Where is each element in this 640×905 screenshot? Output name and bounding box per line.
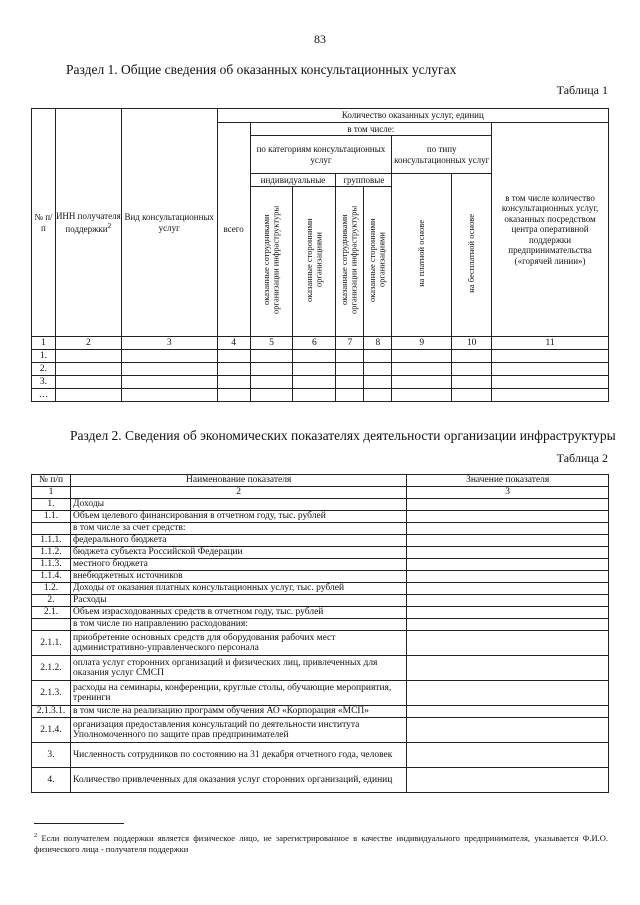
t1-header-grp-infra: оказанные сотрудниками организации инфраструктуры [339, 205, 359, 314]
t2-row-name: внебюджетных источников [70, 571, 406, 583]
table-row [32, 376, 609, 389]
t2-row-num: 2.1.3. [32, 681, 71, 706]
t2-row-num: 1. [32, 499, 71, 511]
t2-row-name: Расходы [70, 595, 406, 607]
t2-row-value [407, 547, 609, 559]
table-row [32, 583, 609, 595]
t2-row-num: 2. [32, 595, 71, 607]
t1-header-kind: Вид консультационных услуг [121, 109, 217, 337]
t2-header-value: Значение показателя [407, 475, 609, 487]
t1-header-individual: индивидуальные [250, 174, 336, 187]
t2-row-value [407, 768, 609, 793]
t1-row-label: 2. [32, 363, 56, 376]
t1-header-by-category: по категориям консультационных услуг [250, 136, 392, 174]
t2-header-num: № п/п [32, 475, 71, 487]
t1-header-inn-text: ИНН получателя поддержки [55, 210, 121, 234]
t2-header-name: Наименование показателя [70, 475, 406, 487]
t2-row-value [407, 718, 609, 743]
table-row [32, 571, 609, 583]
t2-row-name: оплата услуг сторонних организаций и физических лиц, привлеченных для оказания услуг СМСП [70, 656, 406, 681]
t2-row-name: приобретение основных средств для оборудования рабочих мест административно-управленческого персонала [70, 631, 406, 656]
t1-header-including: в том числе: [250, 123, 492, 136]
t1-colnum: 5 [250, 337, 293, 350]
t2-row-num: 2.1. [32, 607, 71, 619]
t1-header-free-cell [452, 174, 492, 337]
t2-row-name: Объем израсходованных средств в отчетном году, тыс. рублей [70, 607, 406, 619]
t1-header-grp-infra-cell [336, 187, 364, 337]
t1-row-label: 1. [32, 350, 56, 363]
t2-row-value [407, 595, 609, 607]
t1-header-paid: на платной основе [415, 219, 426, 287]
footnote [34, 830, 608, 855]
footnote-ref: 2 [107, 221, 112, 230]
t2-row-name: организация предоставления консультаций по деятельности института Уполномоченного по защите прав предпринимателей [70, 718, 406, 743]
table-row [32, 656, 609, 681]
t2-row-name: расходы на семинары, конференции, круглые столы, обучающие мероприятия, тренинги [70, 681, 406, 706]
t2-row-value [407, 656, 609, 681]
table-row [32, 595, 609, 607]
t2-row-value [407, 571, 609, 583]
t1-row-label: … [32, 389, 56, 402]
t2-row-value [407, 499, 609, 511]
t1-header-ind-infra-cell [250, 187, 293, 337]
t1-header-quantity: Количество оказанных услуг, единиц [217, 109, 608, 123]
section1-title: Раздел 1. Общие сведения об оказанных консультационных услугах [66, 62, 457, 77]
table-row [32, 547, 609, 559]
t1-header-ind-infra: оказанные сотрудниками организации инфраструктуры [261, 205, 281, 314]
table-row [32, 559, 609, 571]
t2-row-num: 3. [32, 743, 71, 768]
t2-row-name: в том числе за счет средств: [70, 523, 406, 535]
t2-row-name: Доходы [70, 499, 406, 511]
t2-row-value [407, 631, 609, 656]
t2-row-name: в том числе на реализацию программ обучения АО «Корпорация «МСП» [70, 706, 406, 718]
t1-header-num: № п/п [32, 109, 56, 337]
t2-row-name: бюджета субъекта Российской Федерации [70, 547, 406, 559]
page-number: 83 [314, 32, 326, 46]
table-row [32, 389, 609, 402]
t2-row-value [407, 511, 609, 523]
t1-colnum: 6 [293, 337, 336, 350]
t2-row-value [407, 583, 609, 595]
t1-header-paid-cell [392, 174, 452, 337]
t2-row-value [407, 523, 609, 535]
t2-row-num [32, 523, 71, 535]
t1-header-free: на бесплатной основе [465, 213, 476, 293]
table-row [32, 350, 609, 363]
table-row [32, 681, 609, 706]
t2-row-num: 2.1.2. [32, 656, 71, 681]
t2-row-name: федерального бюджета [70, 535, 406, 547]
table-row [32, 511, 609, 523]
table-row [32, 619, 609, 631]
t2-row-name: Количество привлеченных для оказания услуг сторонних организаций, единиц [70, 768, 406, 793]
table-row [32, 499, 609, 511]
table-row [32, 363, 609, 376]
t2-row-value [407, 559, 609, 571]
t2-row-value [407, 706, 609, 718]
t1-header-grp-external-cell [364, 187, 392, 337]
t1-colnum: 10 [452, 337, 492, 350]
table-row [32, 706, 609, 718]
t1-header-total: всего [217, 123, 250, 337]
t1-header-inn [55, 109, 121, 337]
t1-header-hotline: в том числе количество консультационных услуг, оказанных посредством центра оперативной поддержки предпринимательства («горячей линии») [492, 123, 609, 337]
table-row [32, 718, 609, 743]
t1-header-by-type: по типу консультационных услуг [392, 136, 492, 174]
t2-row-num: 1.1.1. [32, 535, 71, 547]
t1-colnum: 3 [121, 337, 217, 350]
t2-row-value [407, 681, 609, 706]
table-row [32, 743, 609, 768]
t2-row-num: 1.1.2. [32, 547, 71, 559]
t2-row-num: 2.1.1. [32, 631, 71, 656]
t2-row-num: 1.1.4. [32, 571, 71, 583]
t1-colnum: 8 [364, 337, 392, 350]
table-row [32, 607, 609, 619]
t2-row-name: местного бюджета [70, 559, 406, 571]
t1-colnum: 9 [392, 337, 452, 350]
t1-colnum: 7 [336, 337, 364, 350]
table2 [31, 474, 609, 793]
footnote-divider [34, 823, 124, 824]
t2-row-value [407, 535, 609, 547]
table1 [31, 108, 609, 402]
table-row [32, 631, 609, 656]
t1-header-group: групповые [336, 174, 392, 187]
table1-caption: Таблица 1 [556, 83, 608, 97]
table2-caption: Таблица 2 [556, 451, 608, 465]
t2-row-value [407, 607, 609, 619]
t2-row-num: 1.2. [32, 583, 71, 595]
t1-colnum: 2 [55, 337, 121, 350]
t2-row-num: 1.1. [32, 511, 71, 523]
table-row [32, 535, 609, 547]
t2-row-value [407, 743, 609, 768]
footnote-text: Если получателем поддержки является физическое лицо, не зарегистрированное в качестве индивидуального предпринимателя, указывается Ф.И.О. физического лица - получателя поддержки [34, 832, 609, 854]
table-row [32, 768, 609, 793]
t2-colnum: 2 [70, 487, 406, 499]
t2-row-num: 2.1.3.1. [32, 706, 71, 718]
t2-colnum: 3 [407, 487, 609, 499]
t1-colnum: 11 [492, 337, 609, 350]
table-row [32, 523, 609, 535]
footnote-marker: 2 [34, 832, 38, 839]
t2-row-name: Численность сотрудников по состоянию на 31 декабря отчетного года, человек [70, 743, 406, 768]
t2-row-num [32, 619, 71, 631]
t2-row-value [407, 619, 609, 631]
t1-colnum: 4 [217, 337, 250, 350]
t1-header-ind-external: оказанные сторонними организациями [303, 217, 324, 302]
t2-row-num: 1.1.3. [32, 559, 71, 571]
t2-row-name: в том числе по направлению расходования: [70, 619, 406, 631]
t1-colnum: 1 [32, 337, 56, 350]
t1-row-label: 3. [32, 376, 56, 389]
t2-colnum: 1 [32, 487, 71, 499]
t2-row-name: Доходы от оказания платных консультационных услуг, тыс. рублей [70, 583, 406, 595]
t2-row-num: 4. [32, 768, 71, 793]
t1-header-ind-external-cell [293, 187, 336, 337]
section2-title: Раздел 2. Сведения об экономических показателях деятельности организации инфраструктуры [70, 428, 616, 443]
t2-row-num: 2.1.4. [32, 718, 71, 743]
t1-header-grp-external: оказанные сторонними организациями [367, 217, 387, 302]
t2-row-name: Объем целевого финансирования в отчетном году, тыс. рублей [70, 511, 406, 523]
